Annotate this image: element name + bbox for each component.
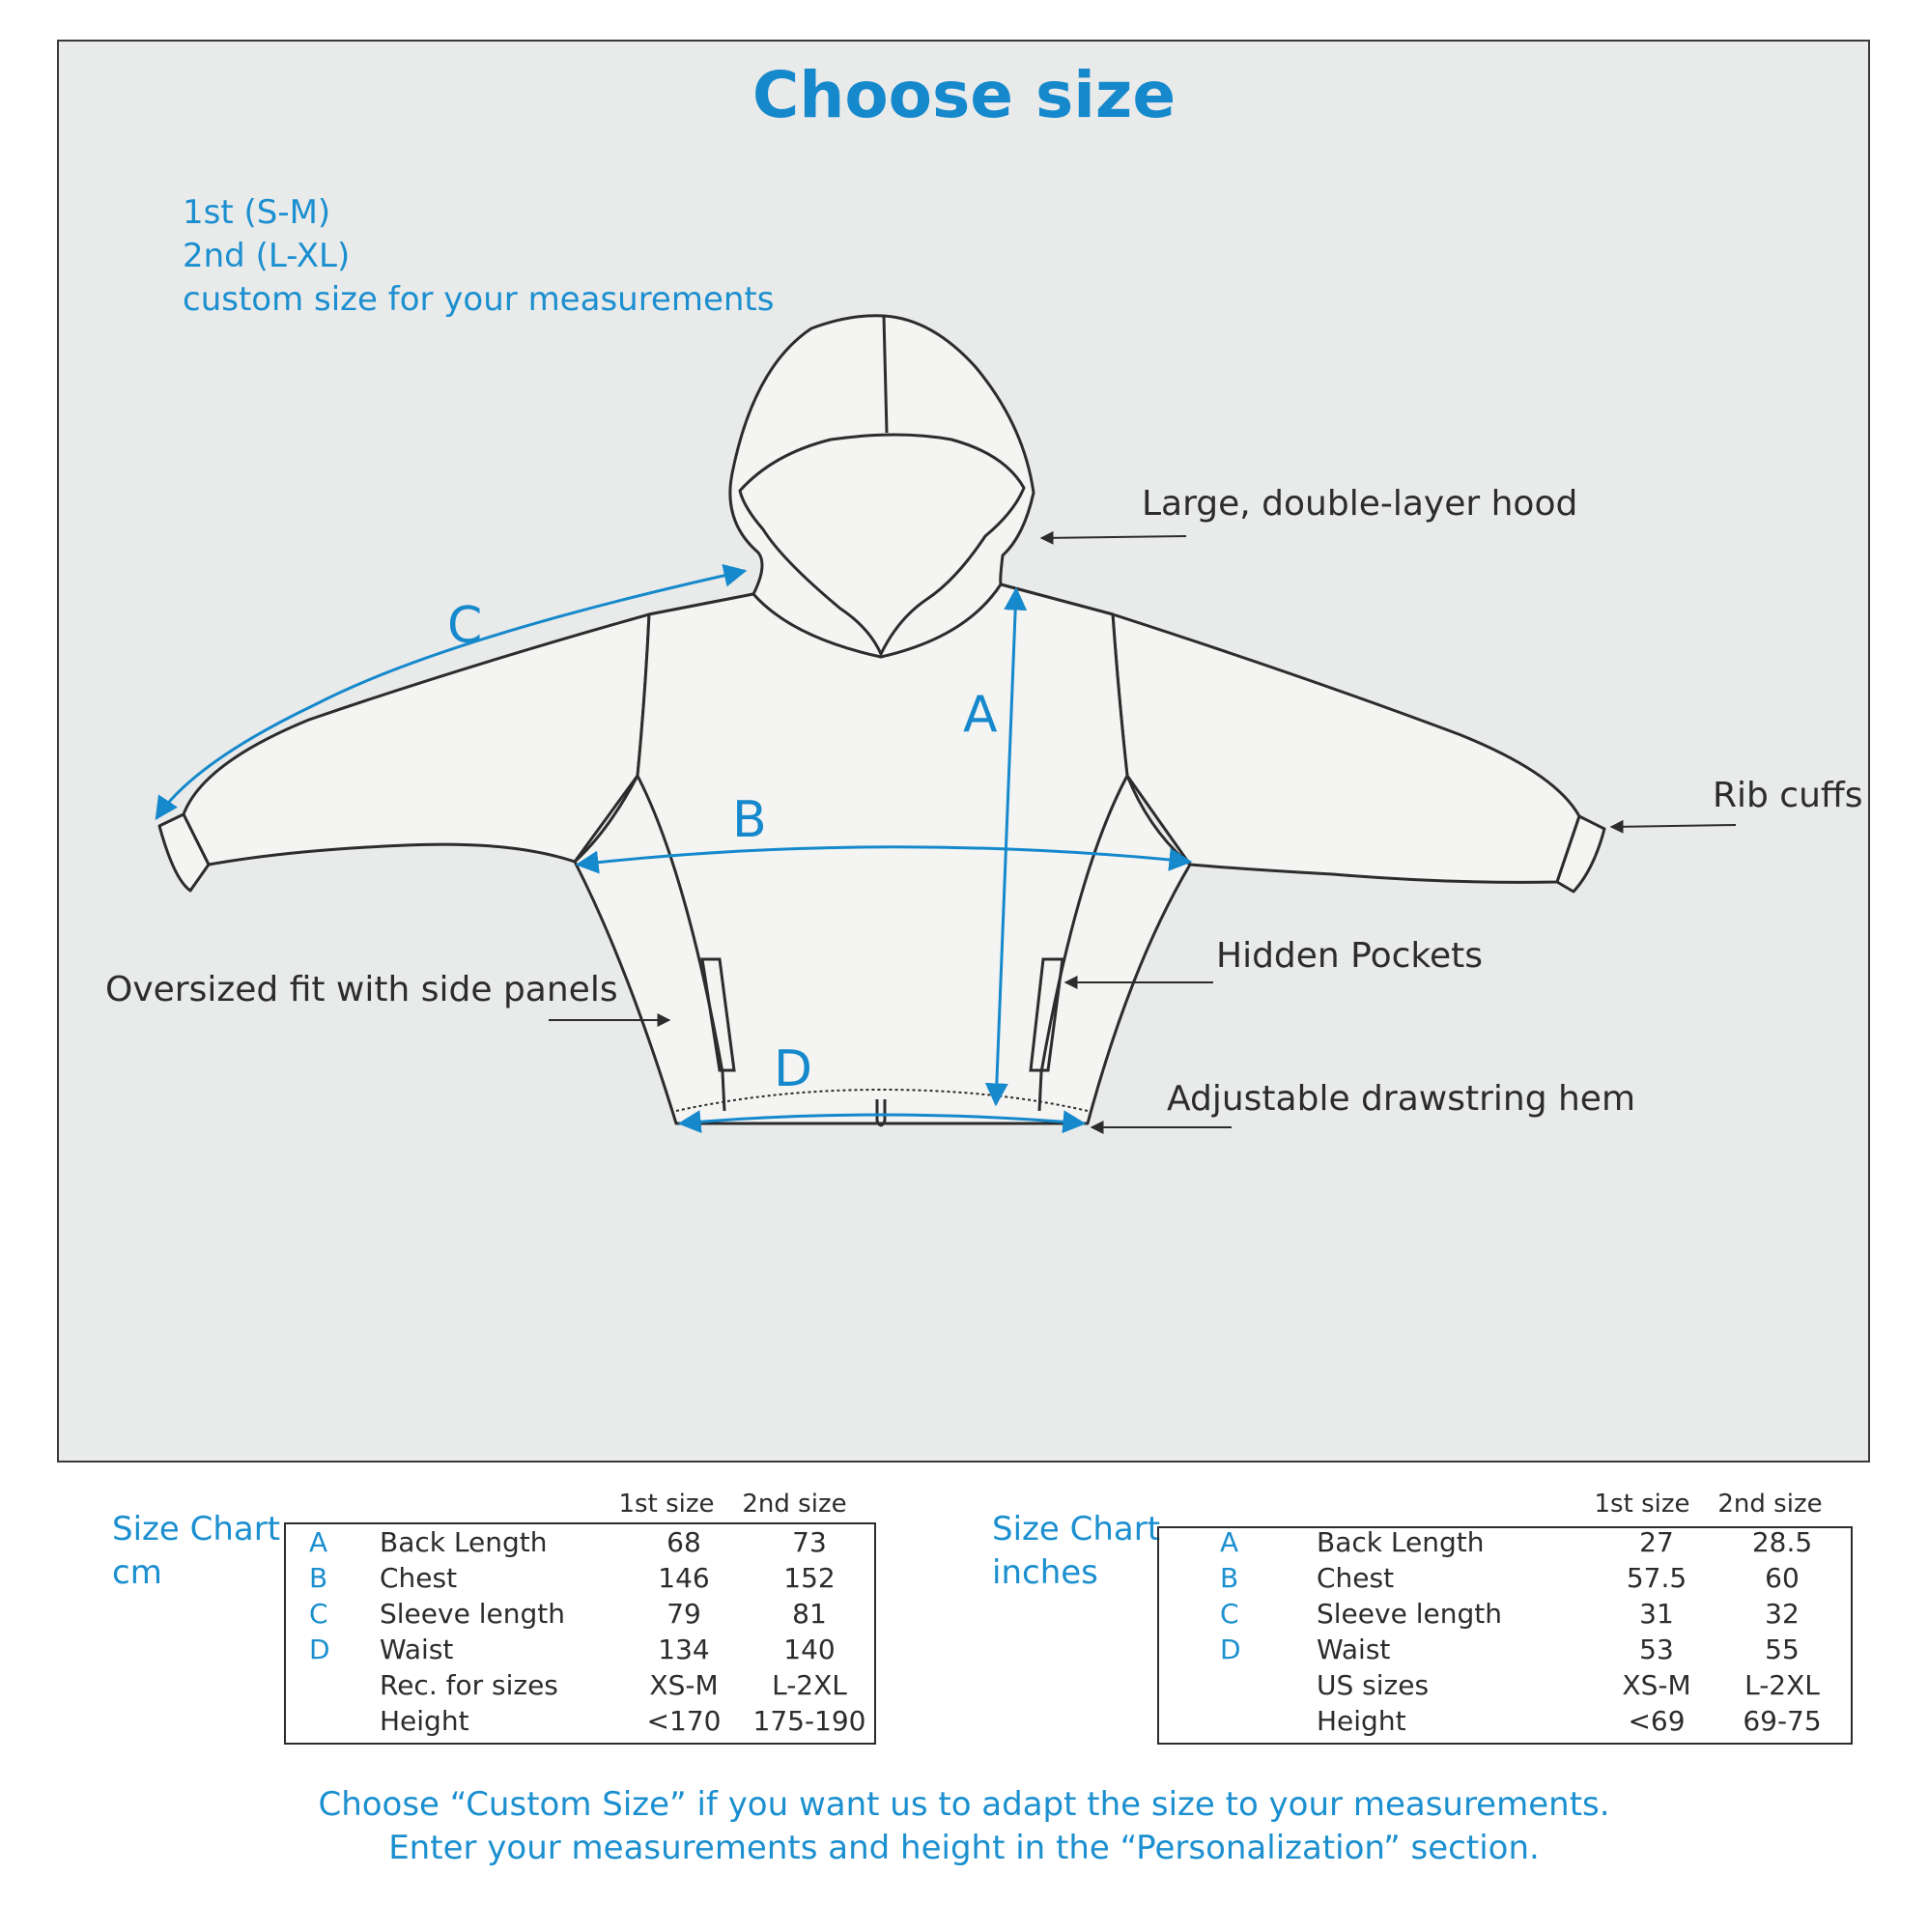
table-row: US sizes XS-M L-2XL — [1317, 1669, 1820, 1701]
footer-line-1: Choose “Custom Size” if you want us to adapt the size to your measurements. — [318, 1785, 1610, 1824]
feature-pockets: Hidden Pockets — [1216, 936, 1484, 976]
table-row: C Sleeve length 31 32 — [1220, 1598, 1800, 1630]
feature-fit: Oversized fit with side panels — [105, 970, 618, 1009]
in-header-1st: 1st size — [1594, 1490, 1690, 1519]
size-option-2nd: 2nd (L-XL) — [183, 237, 351, 275]
table-row: Rec. for sizes XS-M L-2XL — [380, 1669, 847, 1701]
feature-hem: Adjustable drawstring hem — [1167, 1079, 1636, 1119]
measure-c-label: C — [447, 597, 483, 655]
size-option-custom: custom size for your measurements — [183, 280, 775, 319]
table-row: B Chest 57.5 60 — [1220, 1562, 1800, 1594]
in-header-2nd: 2nd size — [1717, 1490, 1823, 1519]
page-title: Choose size — [751, 58, 1177, 132]
size-chart-cm-table — [309, 1524, 872, 1739]
table-row: A Back Length 68 73 — [309, 1526, 827, 1558]
size-chart-cm-title: Size Chart cm — [112, 1510, 281, 1592]
table-row: B Chest 146 152 — [309, 1562, 836, 1594]
feature-cuffs: Rib cuffs — [1713, 776, 1863, 815]
measure-d-label: D — [774, 1040, 813, 1098]
footer-line-2: Enter your measurements and height in the “Personalization” section. — [388, 1829, 1540, 1867]
cuffs-pointer — [1611, 825, 1736, 827]
table-row: C Sleeve length 79 81 — [309, 1598, 827, 1630]
cm-header-2nd: 2nd size — [742, 1490, 847, 1519]
size-chart-in-title: Size Chart inches — [992, 1510, 1161, 1592]
table-row: D Waist 134 140 — [309, 1634, 836, 1665]
table-row: Height <170 175-190 — [380, 1705, 866, 1737]
measure-b-label: B — [732, 791, 767, 849]
cm-header-1st: 1st size — [618, 1490, 715, 1519]
feature-hood: Large, double-layer hood — [1142, 484, 1578, 524]
table-row: A Back Length 27 28.5 — [1220, 1526, 1813, 1558]
size-chart-in-table — [1220, 1524, 1845, 1739]
measure-a-label: A — [963, 686, 998, 744]
hood-pointer — [1041, 536, 1186, 538]
table-row: D Waist 53 55 — [1220, 1634, 1800, 1665]
size-option-1st: 1st (S-M) — [183, 193, 331, 232]
table-row: Height <69 69-75 — [1317, 1705, 1822, 1737]
